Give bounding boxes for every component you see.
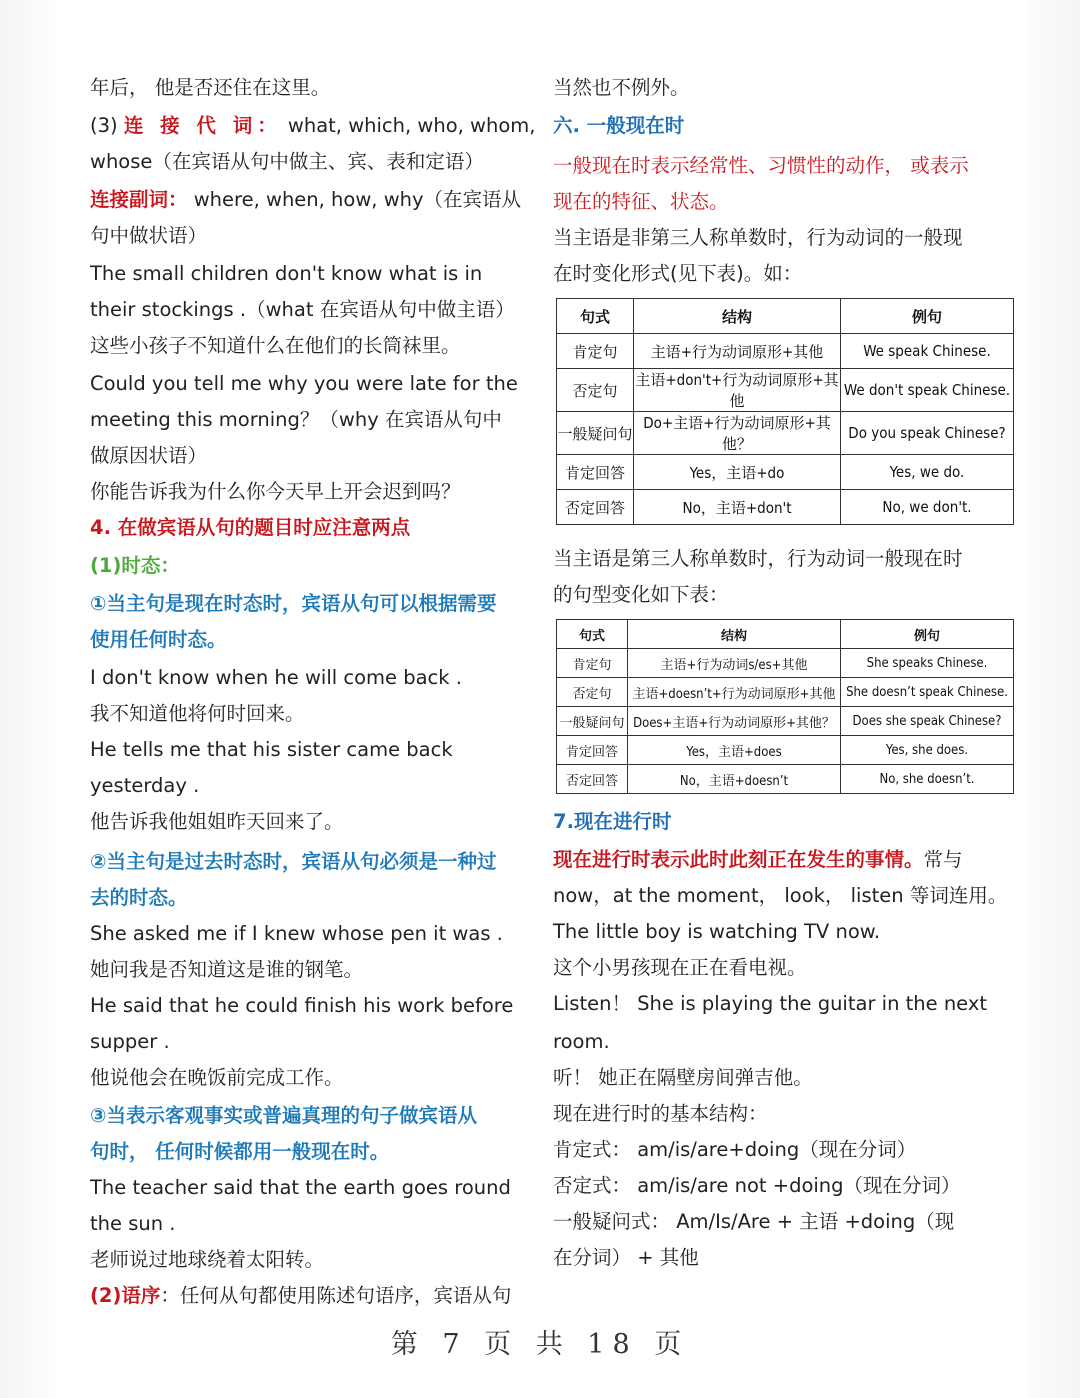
table-row xyxy=(557,412,1014,455)
table-cell: 肯定句 xyxy=(557,334,634,369)
table-cell: Yes, she does. xyxy=(841,736,1014,765)
text-line: 肯定式： am/is/are+doing（现在分词） xyxy=(553,1138,917,1161)
table-cell: 主语+don't+行为动词原形+其他 xyxy=(634,369,841,412)
section-heading: 4. 在做宾语从句的题目时应注意两点 xyxy=(90,516,411,539)
text-line: 做原因状语） xyxy=(90,444,208,467)
text-line: The teacher said that the earth goes round xyxy=(90,1176,511,1199)
table-cell: Do+主语+行为动词原形+其他？ xyxy=(634,412,841,455)
table-cell: Yes，主语+do xyxy=(634,455,841,490)
third-person-table xyxy=(556,619,1014,794)
text-line: 年后， 他是否还住在这里。 xyxy=(90,76,331,99)
text-line: I don't know when he will come back . xyxy=(90,666,462,689)
connective-pronoun-label: 连 接 代 词： xyxy=(123,114,282,137)
table-cell: No, she doesn’t. xyxy=(841,765,1014,794)
table-header: 结构 xyxy=(628,620,841,649)
text-line: 现在进行时表示此时此刻正在发生的事情。常与 xyxy=(553,848,963,871)
table-header: 句式 xyxy=(557,299,634,334)
table-cell: Yes, we do. xyxy=(841,455,1014,490)
text-line: 你能告诉我为什么你今天早上开会迟到吗？ xyxy=(90,480,461,503)
rule-heading: 去的时态。 xyxy=(90,886,188,909)
text-line: yesterday . xyxy=(90,774,200,797)
text-line: 连接副词： where, when, how, why（在宾语从 xyxy=(90,188,522,211)
text-line: 当主语是第三人称单数时，行为动词一般现在时 xyxy=(553,547,963,570)
text-line: 句中做状语） xyxy=(90,224,208,247)
text-line: He tells me that his sister came back xyxy=(90,738,453,761)
text-line: 她问我是否知道这是谁的钢笔。 xyxy=(90,958,364,981)
table-header: 例句 xyxy=(841,299,1014,334)
rule-heading: ①当主句是现在时态时，宾语从句可以根据需要 xyxy=(90,592,497,615)
table-row xyxy=(557,707,1014,736)
text-line: supper . xyxy=(90,1030,170,1053)
table-cell: 主语+doesn’t+行为动词原形+其他 xyxy=(628,678,841,707)
text-line: (3) 连 接 代 词： what, which, who, whom, xyxy=(90,114,536,137)
rule-heading: 句时， 任何时候都用一般现在时。 xyxy=(90,1140,390,1163)
text-line: 否定式： am/is/are not +doing（现在分词） xyxy=(553,1174,961,1197)
definition-line: 一般现在时表示经常性、习惯性的动作， 或表示 xyxy=(553,154,969,177)
text-line: 他说他会在晚饭前完成工作。 xyxy=(90,1066,344,1089)
table-row xyxy=(557,765,1014,794)
table-header: 例句 xyxy=(841,620,1014,649)
table-header-row xyxy=(557,299,1014,334)
table-cell: 否定回答 xyxy=(557,490,634,525)
section-heading: 六. 一般现在时 xyxy=(553,114,685,137)
text-line: 一般疑问式： Am/Is/Are + 主语 +doing（现 xyxy=(553,1210,955,1233)
subsection-heading: (1)时态： xyxy=(90,554,180,577)
table-row xyxy=(557,490,1014,525)
table-cell: 肯定回答 xyxy=(557,736,628,765)
text-line: 当然也不例外。 xyxy=(553,76,690,99)
rule-heading: ③当表示客观事实或普遍真理的句子做宾语从 xyxy=(90,1104,478,1127)
word-order-label: (2)语序 xyxy=(90,1284,161,1307)
present-simple-table xyxy=(556,298,1014,525)
text-line: their stockings .（what 在宾语从句中做主语） xyxy=(90,298,515,321)
table-cell: Do you speak Chinese? xyxy=(841,412,1014,455)
text-line: 在分词） + 其他 xyxy=(553,1246,699,1269)
table-cell: 否定句 xyxy=(557,678,628,707)
table-header: 结构 xyxy=(634,299,841,334)
text-line: (2)语序：任何从句都使用陈述句语序，宾语从句 xyxy=(90,1284,512,1307)
text-line: whose（在宾语从句中做主、宾、表和定语） xyxy=(90,150,484,173)
rule-heading: 使用任何时态。 xyxy=(90,628,227,651)
table-row xyxy=(557,649,1014,678)
rule-heading: ②当主句是过去时态时，宾语从句必须是一种过 xyxy=(90,850,497,873)
text-line: She asked me if I knew whose pen it was . xyxy=(90,922,503,945)
table-cell: Yes，主语+does xyxy=(628,736,841,765)
table-row xyxy=(557,455,1014,490)
text-line: He said that he could finish his work before xyxy=(90,994,514,1017)
table-cell: She speaks Chinese. xyxy=(841,649,1014,678)
text-line: 这个小男孩现在正在看电视。 xyxy=(553,956,807,979)
definition-highlight: 现在进行时表示此时此刻正在发生的事情。 xyxy=(553,848,924,871)
table-cell: 肯定回答 xyxy=(557,455,634,490)
table-cell: 肯定句 xyxy=(557,649,628,678)
table-cell: Does+主语+行为动词原形+其他？ xyxy=(628,707,841,736)
text-line: 老师说过地球绕着太阳转。 xyxy=(90,1248,325,1271)
table-row xyxy=(557,334,1014,369)
text-line: 我不知道他将何时回来。 xyxy=(90,702,305,725)
right-column xyxy=(553,70,1011,1276)
section-heading: 7.现在进行时 xyxy=(553,810,672,833)
table-header-row xyxy=(557,620,1014,649)
table-cell: No, we don't. xyxy=(841,490,1014,525)
left-column xyxy=(90,70,536,1314)
table-cell: She doesn’t speak Chinese. xyxy=(841,678,1014,707)
table-header: 句式 xyxy=(557,620,628,649)
text-line: 他告诉我他姐姐昨天回来了。 xyxy=(90,810,344,833)
text-line: Could you tell me why you were late for the xyxy=(90,372,518,395)
table-row xyxy=(557,369,1014,412)
text-line: now，at the moment， look， listen 等词连用。 xyxy=(553,884,1008,907)
text-line: The small children don't know what is in xyxy=(90,262,483,285)
table-cell: Does she speak Chinese? xyxy=(841,707,1014,736)
table-cell: 一般疑问句 xyxy=(557,412,634,455)
table-cell: 否定回答 xyxy=(557,765,628,794)
table-cell: 一般疑问句 xyxy=(557,707,628,736)
text-line: 在时变化形式(见下表)。如： xyxy=(553,262,803,285)
table-cell: No，主语+don't xyxy=(634,490,841,525)
text-line: 现在进行时的基本结构： xyxy=(553,1102,768,1125)
table-cell: 主语+行为动词原形+其他 xyxy=(634,334,841,369)
text-line: meeting this morning？（why 在宾语从句中 xyxy=(90,408,502,431)
table-cell: 主语+行为动词s/es+其他 xyxy=(628,649,841,678)
table-cell: 否定句 xyxy=(557,369,634,412)
table-cell: No，主语+doesn’t xyxy=(628,765,841,794)
text-line: The little boy is watching TV now. xyxy=(553,920,881,943)
text-line: the sun . xyxy=(90,1212,176,1235)
text-line: Listen！ She is playing the guitar in the next xyxy=(553,992,988,1015)
text-line: 当主语是非第三人称单数时，行为动词的一般现 xyxy=(553,226,963,249)
text-line: 的句型变化如下表： xyxy=(553,583,729,606)
table-row xyxy=(557,736,1014,765)
text-line: room. xyxy=(553,1030,610,1053)
page-number: 第 7 页 共 18 页 xyxy=(390,1329,690,1360)
table-cell: We don't speak Chinese. xyxy=(841,369,1014,412)
connective-adverb-label: 连接副词： xyxy=(90,188,188,211)
text-line: 这些小孩子不知道什么在他们的长筒袜里。 xyxy=(90,334,461,357)
table-cell: We speak Chinese. xyxy=(841,334,1014,369)
text-line: 听！ 她正在隔壁房间弹吉他。 xyxy=(553,1066,813,1089)
table-row xyxy=(557,678,1014,707)
definition-line: 现在的特征、状态。 xyxy=(553,190,729,213)
